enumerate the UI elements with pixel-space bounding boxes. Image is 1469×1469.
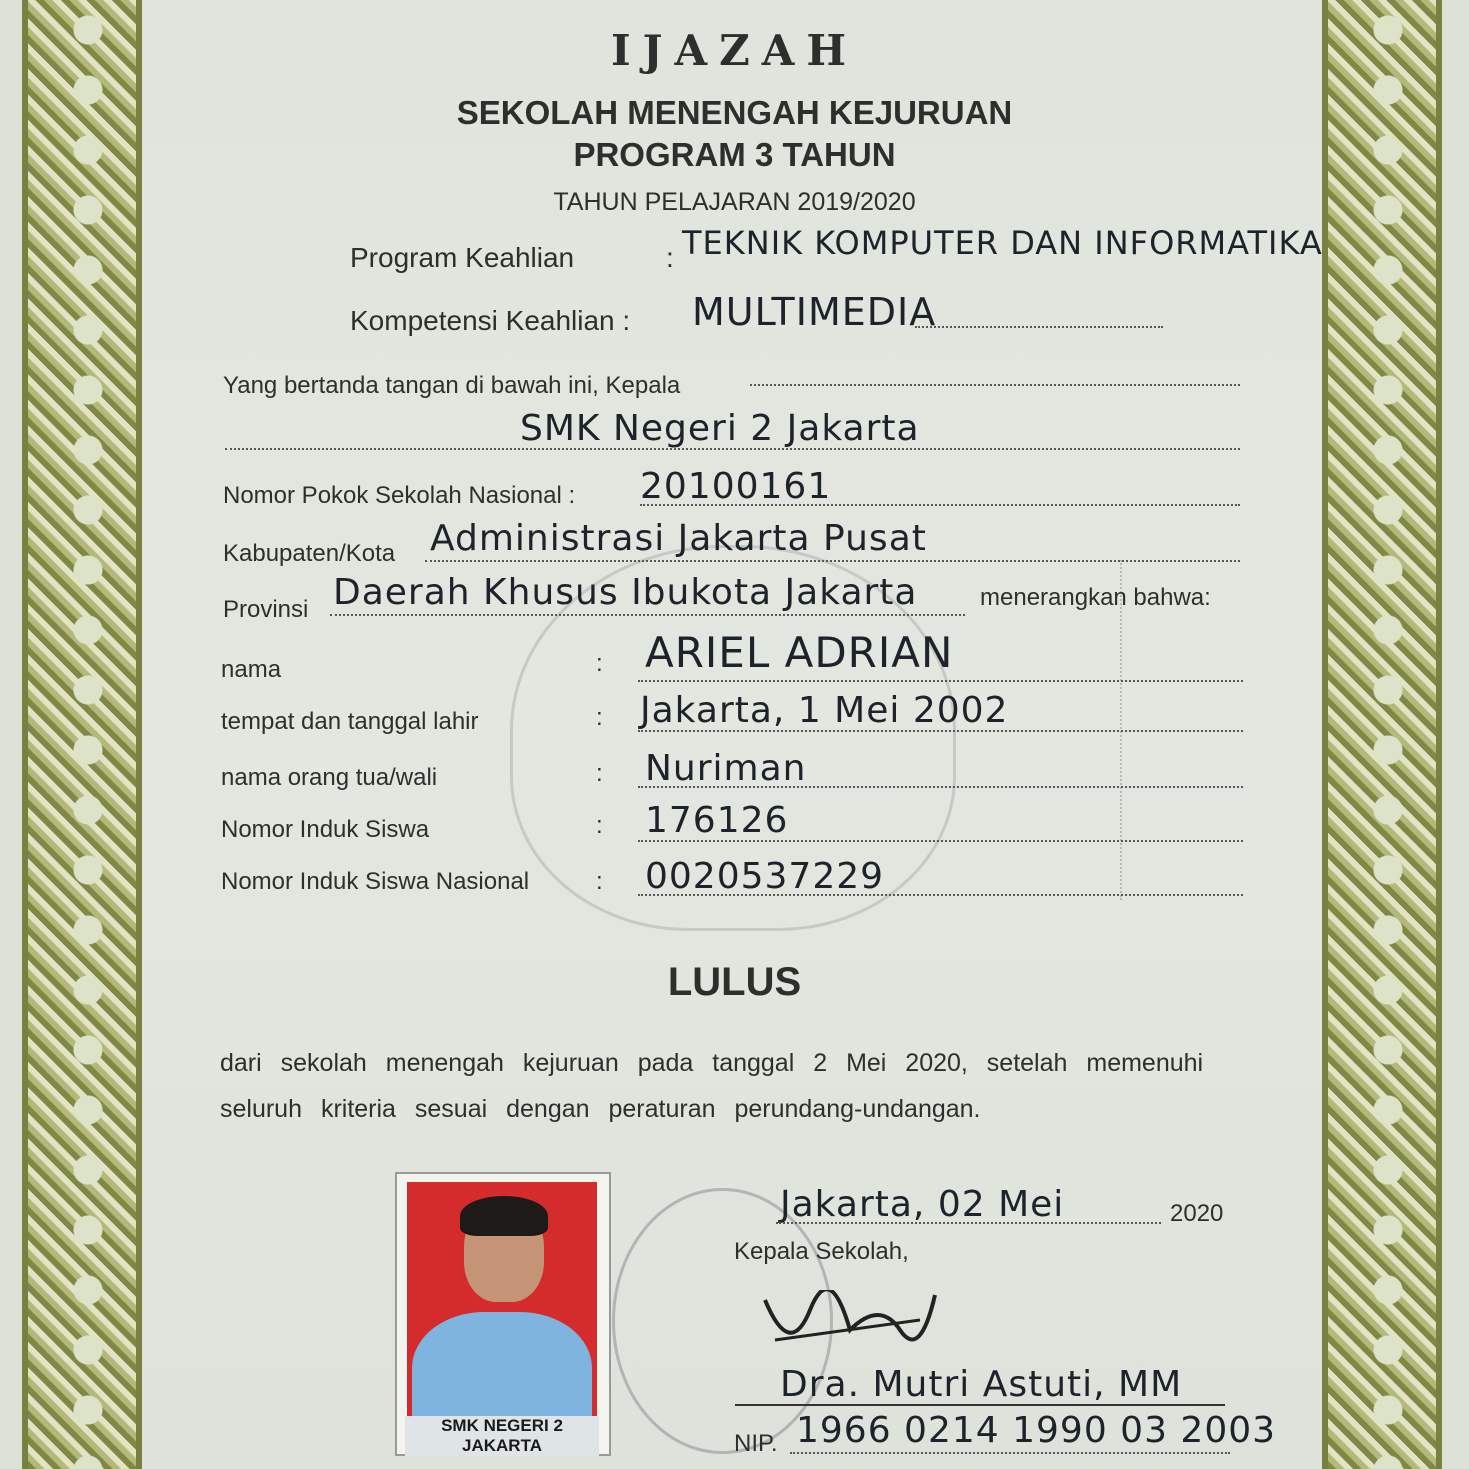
academic-year: TAHUN PELAJARAN 2019/2020	[553, 188, 916, 216]
birth-value: Jakarta, 1 Mei 2002	[640, 690, 1009, 731]
place-date-dots	[776, 1222, 1161, 1224]
parent-dots	[638, 786, 1243, 788]
school-type-heading	[0, 92, 1469, 176]
province-value: Daerah Khusus Ibukota Jakarta	[333, 572, 918, 613]
principal-name: Dra. Mutri Astuti, MM	[780, 1364, 1183, 1405]
city-label: Kabupaten/Kota	[223, 540, 396, 567]
result-line-2: seluruh kriteria sesuai dengan peraturan perundang-undangan.	[220, 1095, 981, 1123]
birth-dots	[638, 730, 1243, 732]
birth-colon: :	[596, 704, 603, 731]
competency-label: Kompetensi Keahlian :	[350, 305, 631, 336]
signature-role: Kepala Sekolah,	[734, 1238, 909, 1265]
nip-dots	[790, 1452, 1230, 1454]
npsn-dots	[640, 504, 1240, 506]
city-dots	[425, 560, 1240, 562]
photo-hair	[460, 1196, 548, 1236]
states-text: menerangkan bahwa:	[980, 584, 1211, 611]
signature-line	[735, 1404, 1225, 1406]
program-value: TEKNIK KOMPUTER DAN INFORMATIKA	[682, 224, 1323, 262]
nis-label: Nomor Induk Siswa	[221, 816, 430, 843]
nis-dots	[638, 840, 1243, 842]
nisn-dots	[638, 894, 1243, 896]
intro-dots	[750, 384, 1240, 386]
npsn-label: Nomor Pokok Sekolah Nasional :	[223, 482, 576, 509]
nip-value: 1966 0214 1990 03 2003	[796, 1410, 1277, 1451]
nis-value: 176126	[645, 800, 789, 841]
school-name-dots	[225, 448, 1240, 450]
name-dots	[638, 680, 1243, 682]
result-paragraph	[220, 1040, 1250, 1132]
ornamental-border-right	[1322, 0, 1442, 1469]
photo-background	[407, 1182, 597, 1440]
program-colon: :	[666, 242, 674, 273]
student-photo	[395, 1172, 611, 1456]
competency-dots	[915, 326, 1163, 328]
birth-label: tempat dan tanggal lahir	[221, 708, 479, 735]
parent-label: nama orang tua/wali	[221, 764, 438, 791]
province-dots	[330, 614, 965, 616]
photo-caption: SMK NEGERI 2 JAKARTA	[405, 1416, 599, 1456]
name-colon: :	[596, 650, 603, 677]
school-name-value: SMK Negeri 2 Jakarta	[520, 408, 920, 449]
handwritten-signature	[760, 1290, 940, 1370]
place-date-value: Jakarta, 02 Mei	[780, 1184, 1065, 1225]
competency-value: MULTIMEDIA	[692, 290, 937, 334]
result-line-1: dari sekolah menengah kejuruan pada tanggal 2 Mei 2020, setelah memenuhi	[220, 1049, 1204, 1077]
school-type: SEKOLAH MENENGAH KEJURUAN	[456, 94, 1013, 131]
parent-colon: :	[596, 760, 603, 787]
nis-colon: :	[596, 812, 603, 839]
nisn-label: Nomor Induk Siswa Nasional	[221, 868, 530, 895]
intro-text: Yang bertanda tangan di bawah ini, Kepala	[223, 372, 681, 399]
program-duration: PROGRAM 3 TAHUN	[573, 136, 896, 173]
name-label: nama	[221, 656, 282, 683]
ornamental-border-left	[22, 0, 142, 1469]
parent-value: Nuriman	[645, 748, 807, 789]
name-value: ARIEL ADRIAN	[645, 628, 954, 677]
province-label: Provinsi	[223, 596, 309, 623]
npsn-value: 20100161	[640, 466, 832, 507]
graduation-status: LULUS	[667, 960, 802, 1004]
program-label: Program Keahlian	[350, 242, 575, 273]
city-value: Administrasi Jakarta Pusat	[430, 518, 927, 559]
nisn-value: 0020537229	[645, 856, 885, 897]
nisn-colon: :	[596, 868, 603, 895]
nip-label: NIP.	[734, 1430, 778, 1457]
document-title: IJAZAH	[610, 26, 859, 75]
signature-year: 2020	[1170, 1200, 1224, 1227]
